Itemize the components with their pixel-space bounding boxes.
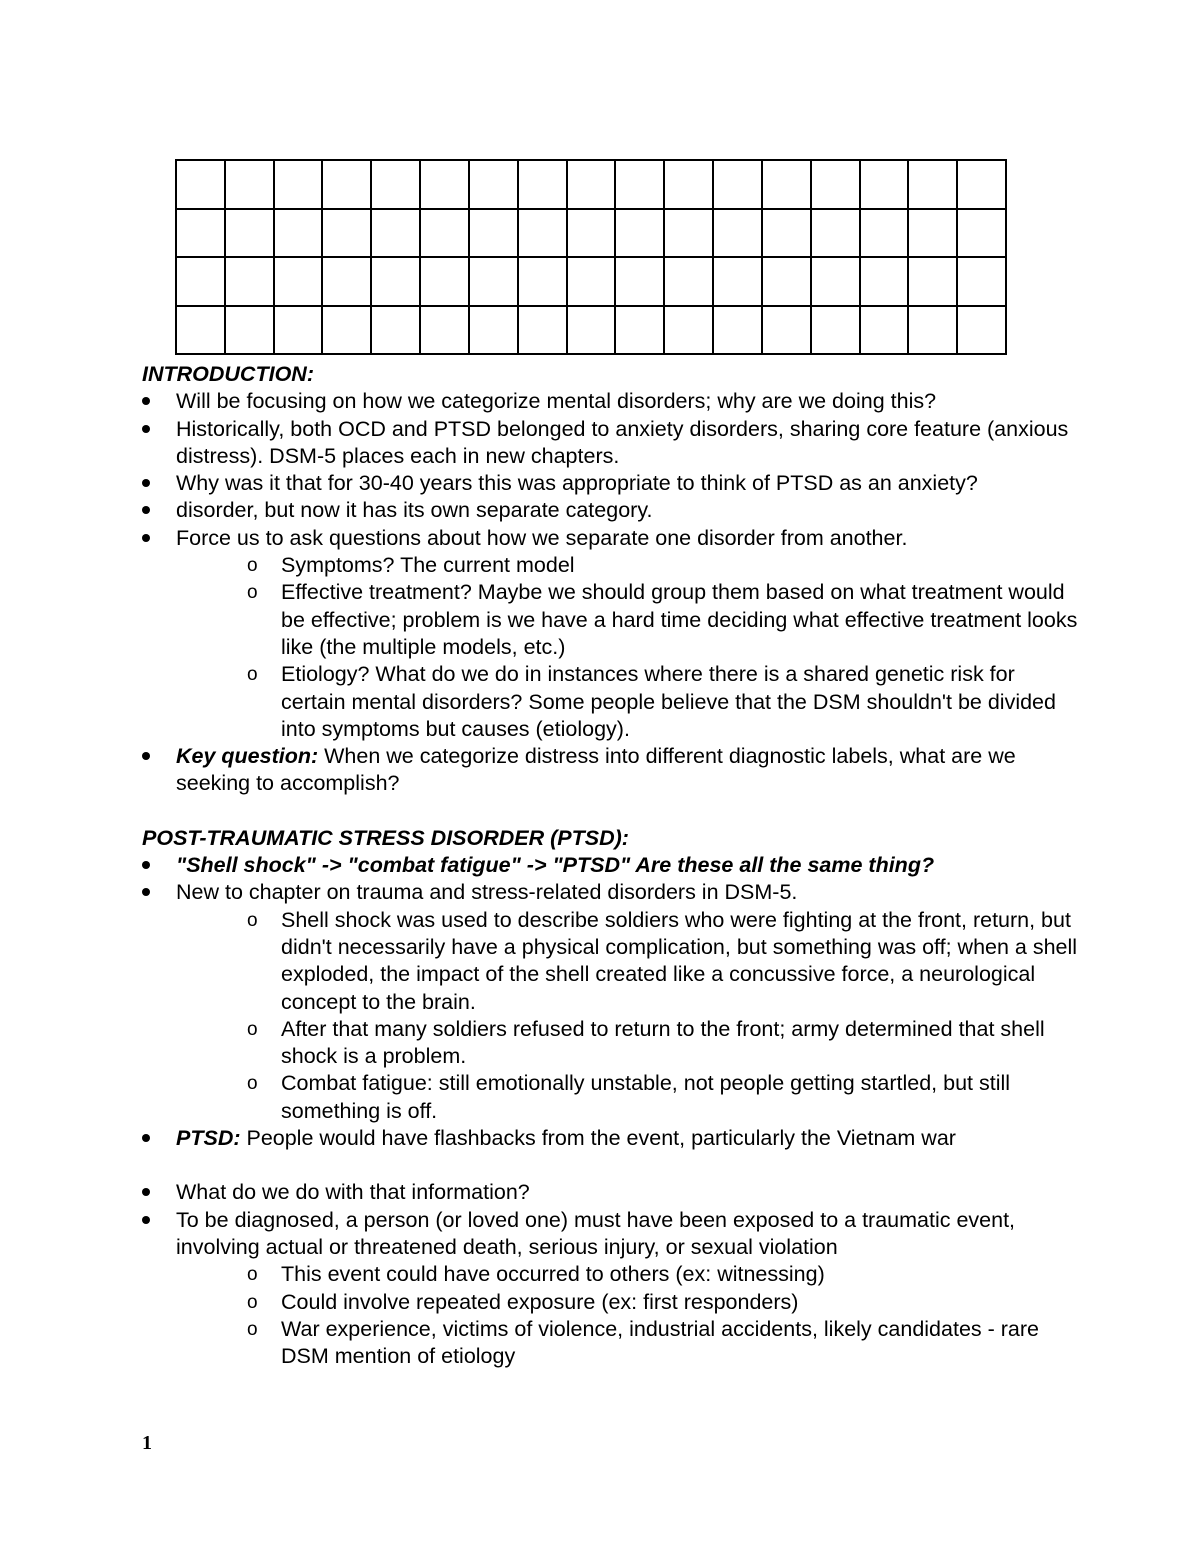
- ptsd-list: [142, 852, 1082, 1152]
- grid-cell: [568, 307, 617, 356]
- grid-cell: [275, 161, 324, 210]
- list-item: Historically, both OCD and PTSD belonged to anxiety disorders, sharing core feature (anxious distress). DSM-5 places each in new chapters.: [142, 416, 1082, 471]
- grid-cell: [519, 161, 568, 210]
- sub-list-item: o War experience, victims of violence, industrial accidents, likely candidates - rare DSM mention of etiology: [247, 1316, 1039, 1369]
- ptsd-label: PTSD:: [176, 1126, 241, 1151]
- grid-cell: [470, 161, 519, 210]
- diagnosis-list: [142, 1179, 1082, 1370]
- bullet-icon: [142, 534, 150, 542]
- spacer: [142, 798, 1082, 825]
- grid-cell: [372, 307, 421, 356]
- bullet-icon: [142, 1134, 150, 1142]
- grid-cell: [275, 210, 324, 259]
- grid-cell: [812, 307, 861, 356]
- circle-bullet-icon: o: [247, 1018, 258, 1040]
- grid-cell: [323, 161, 372, 210]
- empty-grid-table: [175, 159, 1007, 355]
- grid-cell: [616, 307, 665, 356]
- grid-cell: [470, 210, 519, 259]
- grid-cell: [519, 307, 568, 356]
- sub-list-item: o Could involve repeated exposure (ex: first responders): [176, 1289, 1082, 1316]
- list-item: PTSD: People would have flashbacks from the event, particularly the Vietnam war: [142, 1125, 1082, 1152]
- grid-cell: [763, 210, 812, 259]
- list-item: What do we do with that information?: [142, 1179, 1082, 1206]
- list-item: Force us to ask questions about how we separate one disorder from another. o Symptoms? The current model o Effective treatment? Maybe we should group them based on what treatment would be effective; problem is we have a hard time deciding what effective treatment looks like (the multiple models, etc.) o Etiology? What do we do in instances where there is a shared genetic risk for certain mental disorders? Some people believe that the DSM shouldn't be divided into symptoms but causes (etiology).: [142, 525, 1082, 743]
- grid-cell: [323, 258, 372, 307]
- circle-bullet-icon: o: [247, 664, 258, 686]
- grid-cell: [714, 161, 763, 210]
- circle-bullet-icon: o: [247, 555, 258, 577]
- circle-bullet-icon: o: [247, 1264, 258, 1286]
- list-item: Key question: When we categorize distress into different diagnostic labels, what are we seeking to accomplish?: [142, 743, 1082, 798]
- grid-cell: [812, 161, 861, 210]
- grid-cell: [470, 258, 519, 307]
- spacer: [142, 1152, 1082, 1179]
- introduction-list: [142, 388, 1082, 797]
- grid-cell: [763, 161, 812, 210]
- grid-cell: [665, 258, 714, 307]
- grid-cell: [958, 161, 1007, 210]
- grid-cell: [519, 258, 568, 307]
- grid-cell: [714, 210, 763, 259]
- grid-cell: [958, 210, 1007, 259]
- grid-cell: [372, 258, 421, 307]
- grid-cell: [861, 258, 910, 307]
- list-item: "Shell shock" -> "combat fatigue" -> "PTSD" Are these all the same thing?: [142, 852, 1082, 879]
- bullet-icon: [142, 397, 150, 405]
- grid-cell: [909, 307, 958, 356]
- grid-cell: [763, 307, 812, 356]
- grid-cell: [665, 210, 714, 259]
- sub-list-item: o Symptoms? The current model: [176, 552, 1082, 579]
- grid-cell: [568, 161, 617, 210]
- key-question-label: Key question:: [176, 744, 319, 769]
- grid-cell: [861, 307, 910, 356]
- grid-cell: [812, 210, 861, 259]
- grid-cell: [323, 307, 372, 356]
- page-number: 1: [142, 1432, 152, 1454]
- list-item: Will be focusing on how we categorize mental disorders; why are we doing this?: [142, 388, 1082, 415]
- grid-cell: [616, 161, 665, 210]
- grid-cell: [812, 258, 861, 307]
- list-item: To be diagnosed, a person (or loved one) must have been exposed to a traumatic event, involving actual or threatened death, serious injury, or sexual violation o This event could have occurred to others (ex: witnessing) o Could involve repeated exposure (ex: first responders) o War experience, victims of violence, industrial accidents, likely candidates - rare DSM mention of etiology: [142, 1207, 1082, 1371]
- grid-cell: [275, 258, 324, 307]
- bullet-icon: [142, 1188, 150, 1196]
- sub-list-item: o Shell shock was used to describe soldiers who were fighting at the front, return, but didn't necessarily have a physical complication, but something was off; when a shell exploded, the impact of the shell created like a concussive force, a neurological concept to the brain.: [247, 907, 1078, 1014]
- grid-cell: [665, 307, 714, 356]
- circle-bullet-icon: o: [247, 1318, 258, 1340]
- sub-list: [176, 1261, 1082, 1370]
- grid-cell: [226, 258, 275, 307]
- sub-list-item: o Effective treatment? Maybe we should group them based on what treatment would be effective; problem is we have a hard time deciding what effective treatment looks like (the multiple models, etc.): [247, 580, 1078, 659]
- bullet-icon: [142, 479, 150, 487]
- grid-cell: [665, 161, 714, 210]
- list-item: New to chapter on trauma and stress-related disorders in DSM-5. o Shell shock was used to describe soldiers who were fighting at the front, return, but didn't necessarily have a physical complication, but something was off; when a shell exploded, the impact of the shell created like a concussive force, a neurological concept to the brain. o After that many soldiers refused to return to the front; army determined that shell shock is a problem. o Combat fatigue: still emotionally unstable, not people getting startled, but still something is off.: [142, 879, 1082, 1125]
- grid-cell: [616, 210, 665, 259]
- list-item: disorder, but now it has its own separate category.: [142, 497, 1082, 524]
- bullet-icon: [142, 861, 150, 869]
- grid-cell: [861, 161, 910, 210]
- grid-cell: [275, 307, 324, 356]
- bullet-icon: [142, 752, 150, 760]
- grid-cell: [714, 258, 763, 307]
- grid-cell: [323, 210, 372, 259]
- sub-list: [176, 552, 1082, 743]
- grid-cell: [909, 258, 958, 307]
- circle-bullet-icon: o: [247, 1291, 258, 1313]
- grid-cell: [470, 307, 519, 356]
- grid-cell: [616, 258, 665, 307]
- circle-bullet-icon: o: [247, 1073, 258, 1095]
- grid-cell: [568, 210, 617, 259]
- grid-cell: [958, 307, 1007, 356]
- circle-bullet-icon: o: [247, 582, 258, 604]
- grid-cell: [177, 161, 226, 210]
- bullet-icon: [142, 506, 150, 514]
- sub-list: [176, 907, 1082, 1125]
- grid-cell: [372, 210, 421, 259]
- grid-cell: [177, 307, 226, 356]
- list-item: Why was it that for 30-40 years this was appropriate to think of PTSD as an anxiety?: [142, 470, 1082, 497]
- sub-list-item: o Etiology? What do we do in instances where there is a shared genetic risk for certain mental disorders? Some people believe that the DSM shouldn't be divided into symptoms but causes (etiology).: [247, 662, 1056, 741]
- grid-cell: [372, 161, 421, 210]
- circle-bullet-icon: o: [247, 909, 258, 931]
- grid-cell: [958, 258, 1007, 307]
- grid-cell: [519, 210, 568, 259]
- grid-cell: [568, 258, 617, 307]
- grid-cell: [861, 210, 910, 259]
- grid-cell: [421, 307, 470, 356]
- grid-cell: [909, 161, 958, 210]
- grid-cell: [421, 210, 470, 259]
- grid-cell: [226, 161, 275, 210]
- grid-cell: [421, 258, 470, 307]
- sub-list-item: o Combat fatigue: still emotionally unstable, not people getting startled, but still something is off.: [247, 1071, 1011, 1123]
- grid-cell: [177, 210, 226, 259]
- sub-list-item: o After that many soldiers refused to return to the front; army determined that shell shock is a problem.: [247, 1016, 1045, 1069]
- sub-list-item: o This event could have occurred to others (ex: witnessing): [176, 1261, 1082, 1288]
- document-body: [142, 361, 1082, 1370]
- bullet-icon: [142, 1216, 150, 1224]
- introduction-heading: INTRODUCTION:: [142, 362, 314, 386]
- grid-cell: [909, 210, 958, 259]
- grid-cell: [714, 307, 763, 356]
- bullet-icon: [142, 425, 150, 433]
- grid-cell: [226, 210, 275, 259]
- grid-cell: [421, 161, 470, 210]
- ptsd-heading: POST-TRAUMATIC STRESS DISORDER (PTSD):: [142, 825, 629, 850]
- grid-cell: [177, 258, 226, 307]
- grid-cell: [226, 307, 275, 356]
- grid-cell: [763, 258, 812, 307]
- bullet-icon: [142, 888, 150, 896]
